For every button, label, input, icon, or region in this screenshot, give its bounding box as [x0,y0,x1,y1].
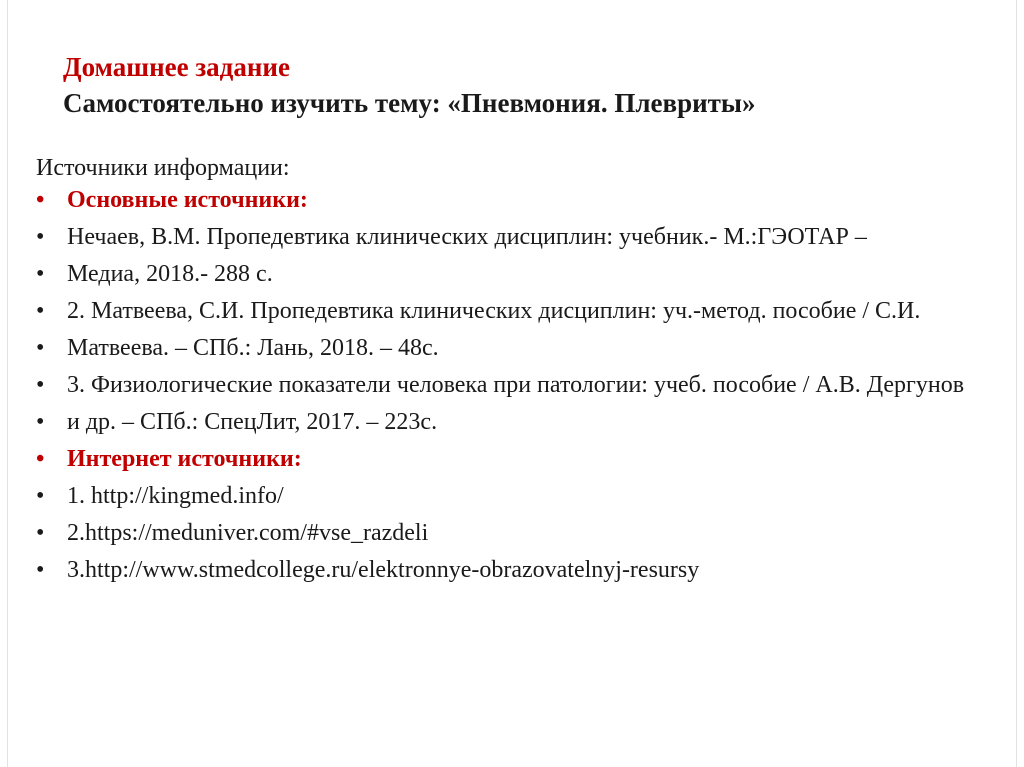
bullet-icon: • [36,520,45,546]
bullet-icon: • [36,483,45,509]
topic-title: Самостоятельно изучить тему: «Пневмония. Плевриты» [63,88,756,118]
source-text: 3. Физиологические показатели человека при патологии: учеб. пособие / А.В. Дергунов [67,372,965,398]
source-text: 2.https://meduniver.com/#vse_razdeli [67,520,429,546]
source-text: 3.http://www.stmedcollege.ru/elektronnye-obrazovatelnyj-resursy [67,557,700,583]
source-list-item [36,298,996,325]
bullet-icon: • [36,298,45,324]
bullet-icon: • [36,261,45,287]
title-block [63,50,755,122]
source-list-item [36,335,996,362]
bullet-icon: • [36,224,45,250]
source-list-item [36,520,996,547]
source-list-item [36,557,996,584]
slide-right-edge [1016,0,1017,767]
source-list-item [36,372,996,399]
source-text: и др. – СПб.: СпецЛит, 2017. – 223с. [67,409,438,435]
bullet-icon: • [36,446,45,472]
source-text: 2. Матвеева, С.И. Пропедевтика клинических дисциплин: уч.-метод. пособие / С.И. [67,298,921,324]
bullet-icon: • [36,409,45,435]
slide-left-edge [7,0,8,767]
source-text: Матвеева. – СПб.: Лань, 2018. – 48с. [67,335,439,361]
sources-intro: Источники информации: [36,155,290,181]
bullet-icon: • [36,372,45,398]
source-text: Медиа, 2018.- 288 с. [67,261,273,287]
sources-section-heading [36,446,996,473]
source-text: Основные источники: [67,187,308,213]
sources-content [36,152,996,594]
source-text: Интернет источники: [67,446,302,472]
bullet-icon: • [36,335,45,361]
source-text: 1. http://kingmed.info/ [67,483,284,509]
bullet-icon: • [36,187,45,213]
homework-title: Домашнее задание [63,52,290,82]
bullet-icon: • [36,557,45,583]
source-list-item [36,409,996,436]
sources-list [36,187,996,584]
sources-section-heading [36,187,996,214]
source-list-item [36,483,996,510]
source-list-item [36,224,996,251]
source-text: Нечаев, В.М. Пропедевтика клинических дисциплин: учебник.- М.:ГЭОТАР – [67,224,867,250]
source-list-item [36,261,996,288]
